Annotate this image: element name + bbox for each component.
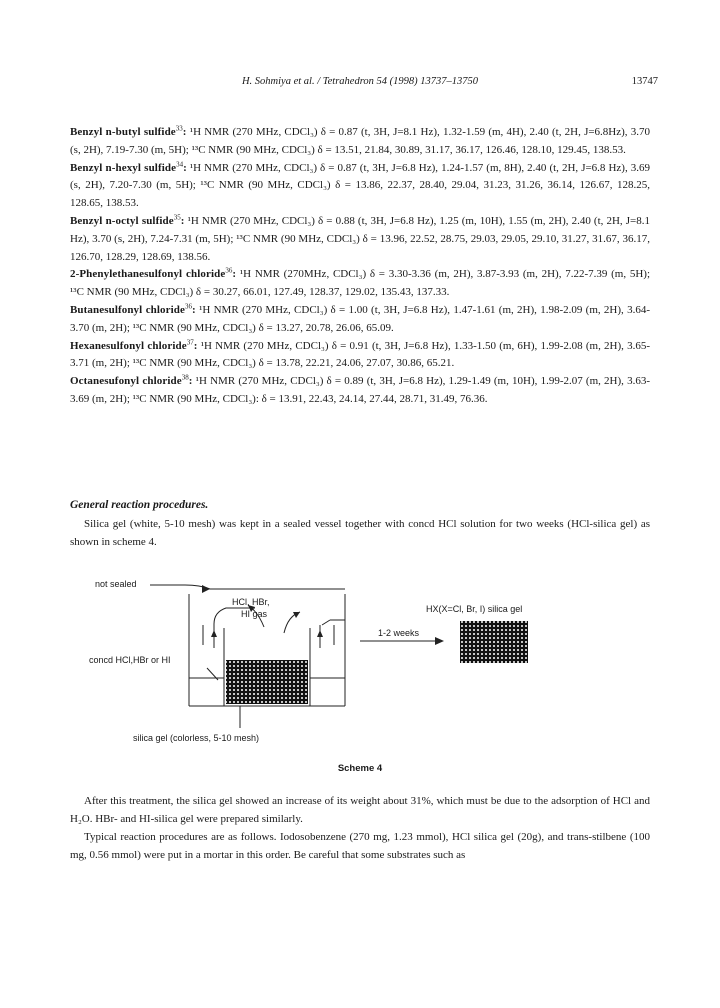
compound-name: Hexanesulfonyl chloride [70, 339, 187, 352]
product-label: HX(X=Cl, Br, I) silica gel [426, 604, 523, 614]
reference-number: 35 [173, 213, 181, 222]
nmr-data: ¹H NMR (270 MHz, CDCl₃) δ = 0.89 (t, 3H, J=6.8 Hz), 1.29-1.49 (m, 10H), 1.99-2.07 (m, 2H), 3.63-3.69 (m, 2H); ¹³C NMR (90 MHz, CDCl₃): δ = 13.91, 22.43, 24.14, 27.44, 28.71, 31.49, 76.36. [70, 375, 650, 405]
entry-butanesulfonyl-chloride: Butanesulfonyl chloride$^{36}$: ¹H NMR (270 MHz, CDCl₃) δ = 1.00 (t, 3H, J=6.8 Hz), 1.47-1.61 (m, 2H), 1.98-2.09 (m, 2H), 3.64-3.70 (m, 2H); ¹³C NMR (90 MHz, CDCl₃) δ = 13.27, 20.78, 26.06, 65.09. [70, 302, 650, 334]
nmr-data: ¹H NMR (270MHz, CDCl₃) δ = 3.30-3.36 (m, 2H), 3.87-3.93 (m, 2H), 7.22-7.39 (m, 5H); ¹³C NMR (90 MHz, CDCl₃) δ = 30.27, 66.01, 127.49, 128.37, 129.02, 135.43, 137.33. [70, 268, 651, 299]
silica-gel-fill [226, 660, 308, 704]
not-sealed-label: not sealed [95, 579, 137, 589]
reference-number: 37 [186, 337, 194, 346]
reference-number: 34 [176, 159, 184, 168]
reference-number: 36 [185, 302, 192, 311]
gas-label-line2: HI gas [241, 609, 268, 619]
compound-name: Butanesulfonyl chloride [70, 303, 185, 316]
reference-number: 38 [181, 373, 189, 382]
reaction-arrow [360, 637, 444, 645]
nmr-data: ¹H NMR (270 MHz, CDCl₃) δ = 0.87 (t, 3H, J=6.8 Hz), 1.24-1.57 (m, 8H), 2.40 (t, 2H, J=6.8 Hz), 3.69 (s, 2H), 7.20-7.30 (m, 5H); ¹³C NMR (90 MHz, CDCl₃) δ = 13.86, 22.37, 28.40, 29.04, 31.23, 31.26, 36.14, 126.67, 128.25, 128.65, 138.53. [70, 161, 650, 210]
scheme-caption: Scheme 4 [337, 763, 383, 774]
gas-label-line1: HCl, HBr, [232, 597, 270, 607]
entry-benzyl-butyl-sulfide: Benzyl n-butyl sulfide$^{33}$: ¹H NMR (270 MHz, CDCl₃) δ = 0.87 (t, 3H, J=8.1 Hz), 1.32-1.59 (m, 4H), 2.40 (t, 2H, J=6.8Hz), 3.70 (s, 2H), 7.19-7.30 (m, 5H); ¹³C NMR (90 MHz, CDCl₃) δ = 13.51, 21.84, 30.89, 31.17, 36.17, 126.46, 128.10, 129.45, 138.53. [70, 124, 650, 156]
silica-label: silica gel (colorless, 5-10 mesh) [133, 733, 260, 743]
product-silica-gel [460, 621, 528, 663]
entry-phenylethanesulfonyl-chloride: 2-Phenylethanesulfonyl chloride$^{36}$: ¹H NMR (270MHz, CDCl₃) δ = 3.30-3.36 (m, 2H), 3.87-3.93 (m, 2H), 7.22-7.39 (m, 5H); ¹³C NMR (90 MHz, CDCl₃) δ = 30.27, 66.01, 127.49, 128.37, 129.02, 135.43, 137.33. [70, 266, 651, 299]
compound-name: Benzyl n-hexyl sulfide [70, 161, 177, 174]
page-number: 13747 [631, 76, 658, 87]
compound-name: Benzyl n-octyl sulfide [70, 214, 174, 227]
nmr-data: ¹H NMR (270 MHz, CDCl₃) δ = 0.91 (t, 3H, J=6.8 Hz), 1.33-1.50 (m, 6H), 1.99-2.08 (m, 2H), 3.65-3.71 (m, 2H); ¹³C NMR (90 MHz, CDCl₃) δ = 13.78, 22.21, 24.06, 27.07, 30.86, 65.21. [70, 339, 650, 370]
entry-benzyl-octyl-sulfide: Benzyl n-octyl sulfide$^{35}$: ¹H NMR (270 MHz, CDCl₃) δ = 0.88 (t, 3H, J=6.8 Hz), 1.25 (m, 10H), 1.55 (m, 2H), 2.40 (t, 2H, J=8.1 Hz), 3.70 (s, 2H), 7.24-7.31 (m, 5H); ¹³C NMR (90 MHz, CDCl₃) δ = 13.96, 22.52, 28.75, 29.03, 29.05, 29.10, 31.27, 31.67, 36.17, 126.70, 128.29, 128.69, 138.56. [70, 213, 650, 263]
running-citation: H. Sohmiya et al. / Tetrahedron 54 (1998) 13737–13750 [241, 76, 479, 87]
entry-benzyl-hexyl-sulfide: Benzyl n-hexyl sulfide$^{34}$: ¹H NMR (270 MHz, CDCl₃) δ = 0.87 (t, 3H, J=6.8 Hz), 1.24-1.57 (m, 8H), 2.40 (t, 2H, J=6.8 Hz), 3.69 (s, 2H), 7.20-7.30 (m, 5H); ¹³C NMR (90 MHz, CDCl₃) δ = 13.86, 22.37, 28.40, 29.04, 31.23, 31.26, 36.14, 126.67, 128.25, 128.65, 138.53. [70, 159, 650, 210]
entry-octanesulfonyl-chloride: Octanesufonyl chloride$^{38}$: ¹H NMR (270 MHz, CDCl₃) δ = 0.89 (t, 3H, J=6.8 Hz), 1.29-1.49 (m, 10H), 1.99-2.07 (m, 2H), 3.63-3.69 (m, 2H); ¹³C NMR (90 MHz, CDCl₃): δ = 13.91, 22.43, 24.14, 27.44, 28.71, 31.49, 76.36. [70, 373, 650, 405]
compound-name: Octanesufonyl chloride [70, 375, 182, 388]
vessel-lid [150, 585, 345, 593]
acid-label: concd HCl,HBr or HI [89, 655, 171, 665]
weeks-label: 1-2 weeks [378, 628, 420, 638]
paragraph-typical-procedure: Typical reaction procedures are as follows. Iodosobenzene (270 mg, 1.23 mmol), HCl silica gel (20g), and trans-stilbene (100 mg, 0.56 mmol) were put in a mortar in this order. Be careful that some substrates such as [70, 831, 650, 861]
nmr-data: ¹H NMR (270 MHz, CDCl₃) δ = 0.88 (t, 3H, J=6.8 Hz), 1.25 (m, 10H), 1.55 (m, 2H), 2.40 (t, 2H, J=8.1 Hz), 3.70 (s, 2H), 7.24-7.31 (m, 5H); ¹³C NMR (90 MHz, CDCl₃) δ = 13.96, 22.52, 28.75, 29.03, 29.05, 29.10, 31.27, 31.67, 36.17, 126.70, 128.29, 128.69, 138.56. [70, 214, 650, 263]
reference-number: 36 [225, 266, 233, 275]
section-heading: General reaction procedures. [70, 499, 209, 511]
reference-number: 33 [175, 124, 183, 133]
compound-name: 2-Phenylethanesulfonyl chloride [70, 268, 226, 281]
compound-name: Benzyl n-butyl sulfide [70, 126, 176, 138]
nmr-data: ¹H NMR (270 MHz, CDCl₃) δ = 0.87 (t, 3H, J=8.1 Hz), 1.32-1.59 (m, 4H), 2.40 (t, 2H, J=6.8Hz), 3.70 (s, 2H), 7.19-7.30 (m, 5H); ¹³C NMR (90 MHz, CDCl₃) δ = 13.51, 21.84, 30.89, 31.17, 36.17, 126.46, 128.10, 129.45, 138.53. [70, 126, 650, 156]
paragraph-silica-prep: Silica gel (white, 5-10 mesh) was kept in a sealed vessel together with concd HCl solution for two weeks (HCl-silica gel) as shown in scheme 4. [70, 518, 650, 548]
entry-hexanesulfonyl-chloride: Hexanesulfonyl chloride$^{37}$: ¹H NMR (270 MHz, CDCl₃) δ = 0.91 (t, 3H, J=6.8 Hz), 1.33-1.50 (m, 6H), 1.99-2.08 (m, 2H), 3.65-3.71 (m, 2H); ¹³C NMR (90 MHz, CDCl₃) δ = 13.78, 22.21, 24.06, 27.07, 30.86, 65.21. [70, 337, 650, 370]
paragraph-treatment-result: After this treatment, the silica gel showed an increase of its weight about 31%, which must be due to the adsorption of HCl and H₂O. HBr- and HI-silica gel were prepared similarly. [70, 795, 650, 825]
nmr-data: ¹H NMR (270 MHz, CDCl₃) δ = 1.00 (t, 3H, J=6.8 Hz), 1.47-1.61 (m, 2H), 1.98-2.09 (m, 2H), 3.64-3.70 (m, 2H); ¹³C NMR (90 MHz, CDCl₃) δ = 13.27, 20.78, 26.06, 65.09. [70, 303, 650, 334]
